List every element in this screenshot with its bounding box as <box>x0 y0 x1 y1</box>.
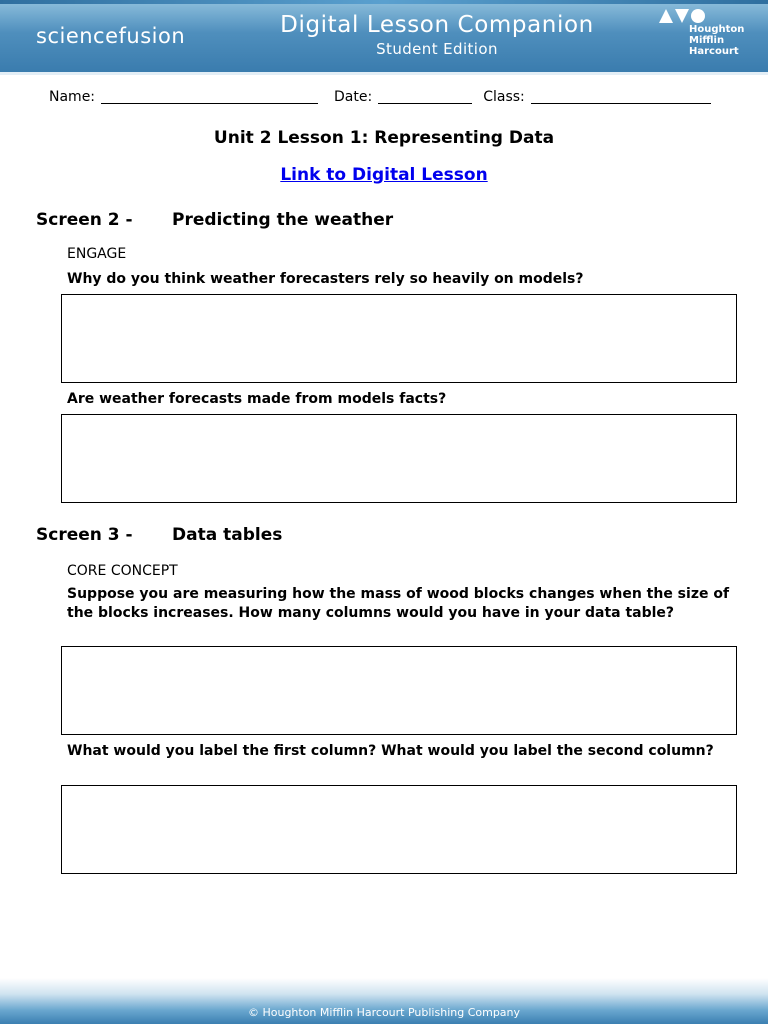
name-blank[interactable] <box>101 88 318 104</box>
page-header <box>0 0 768 75</box>
screen2-answer-box-2[interactable] <box>61 414 737 503</box>
lesson-link-wrapper <box>0 165 768 185</box>
publisher-name: Houghton Mifflin Harcourt <box>689 24 745 57</box>
screen2-question-2: Are weather forecasts made from models facts? <box>67 391 447 407</box>
header-subtitle: Student Edition <box>376 40 498 58</box>
screen3-question-1: Suppose you are measuring how the mass of wood blocks changes when the size of the blocks increases. How many columns would you have in your data table? <box>67 586 730 621</box>
screen3-section-label: CORE CONCEPT <box>67 563 178 579</box>
hmh-logo-icon <box>658 8 706 24</box>
class-blank[interactable] <box>531 88 711 104</box>
lesson-title: Unit 2 Lesson 1: Representing Data <box>213 128 555 148</box>
header-title-block <box>252 12 622 58</box>
class-label: Class: <box>483 89 525 105</box>
screen2-number: Screen 2 - <box>36 210 133 230</box>
publisher-logo <box>658 8 758 64</box>
screen2-answer-box-1[interactable] <box>61 294 737 383</box>
sciencefusion-logo <box>36 24 185 48</box>
screen3-answer-box-2[interactable] <box>61 785 737 874</box>
date-label: Date: <box>334 89 373 105</box>
screen3-number: Screen 3 - <box>36 525 133 545</box>
header-title: Digital Lesson Companion <box>280 12 594 38</box>
screen3-answer-box-1[interactable] <box>61 646 737 735</box>
screen2-section-label: ENGAGE <box>67 246 127 262</box>
header-shine <box>0 0 768 4</box>
screen2-question-1: Why do you think weather forecasters rely so heavily on models? <box>67 271 584 287</box>
screen2-heading <box>36 210 393 230</box>
student-info-line <box>49 88 711 105</box>
screen3-title: Data tables <box>172 525 283 545</box>
brand-fusion: fusion <box>118 24 186 48</box>
screen3-question-2: What would you label the first column? What would you label the second column? <box>67 743 714 759</box>
screen3-heading <box>36 525 282 545</box>
footer-copyright: © Houghton Mifflin Harcourt Publishing Company <box>247 1006 521 1019</box>
name-label: Name: <box>49 89 96 105</box>
date-blank[interactable] <box>378 88 472 104</box>
screen2-title: Predicting the weather <box>172 210 394 230</box>
brand-science: science <box>36 24 119 48</box>
digital-lesson-link[interactable]: Link to Digital Lesson <box>280 165 488 185</box>
